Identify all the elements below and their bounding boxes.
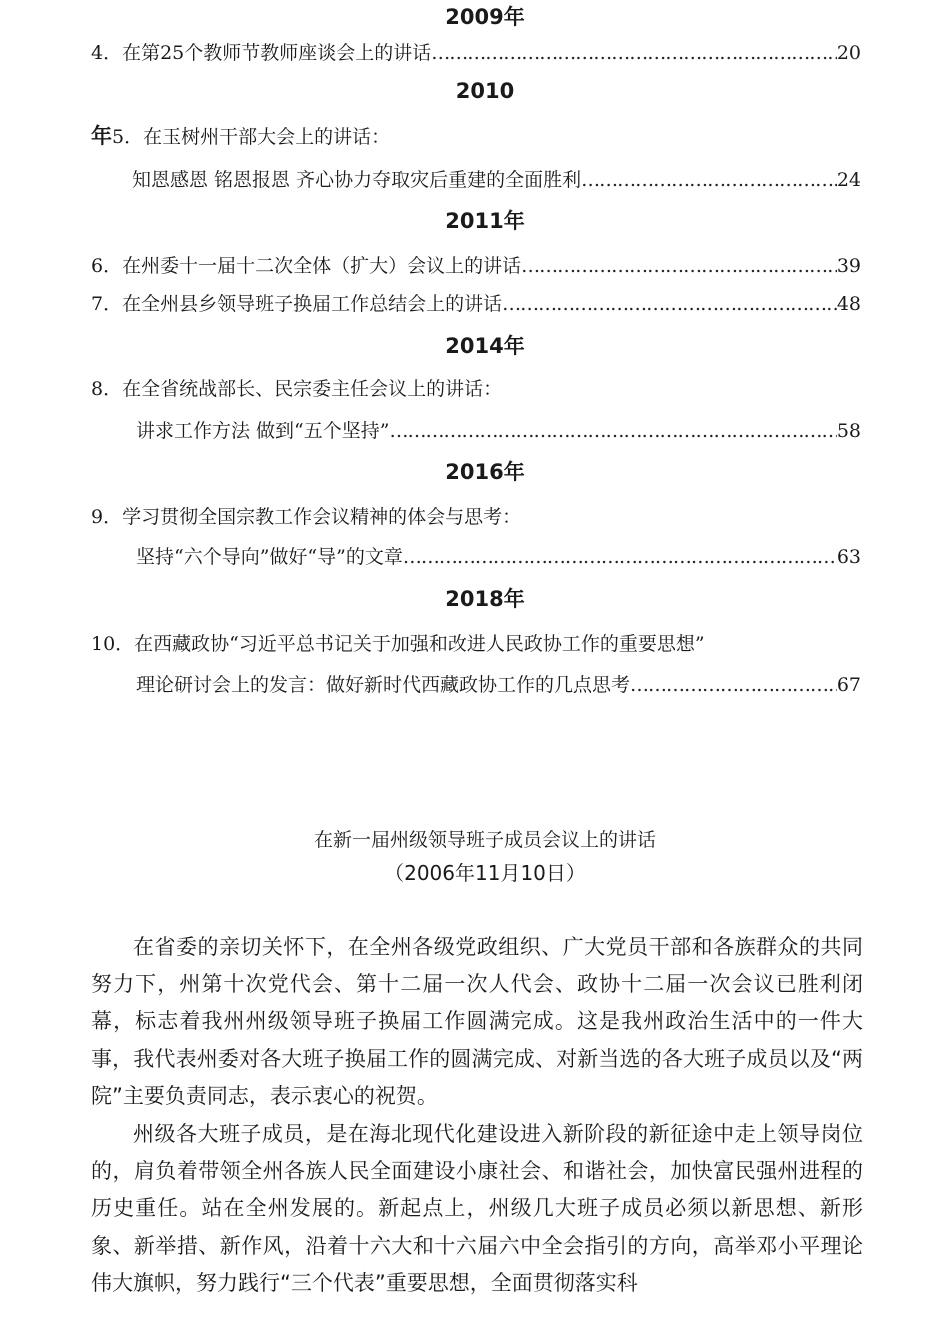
toc-year-fragment: 年 [91,124,112,148]
toc-entry-7 [91,290,861,318]
toc-entry-10 [91,630,861,658]
toc-entry-9 [91,503,861,531]
toc-entry-subtitle: 坚持“六个导向”做好“导”的文章 [136,546,403,568]
toc-entry-title: 6．在州委十一届十二次全体（扩大）会议上的讲话 [91,255,522,277]
toc-entry-9-subtitle [136,543,861,571]
toc-entry-subtitle: 理论研讨会上的发言：做好新时代西藏政协工作的几点思考 [136,674,631,696]
toc-entry-10-subtitle [136,671,861,699]
toc-page-number: 24 [836,169,861,191]
toc-entry-8-subtitle [136,417,861,445]
toc-entry-title: 7．在全州县乡领导班子换届工作总结会上的讲话 [91,293,503,315]
toc-page-number: 39 [836,255,861,277]
toc-entry-6 [91,252,861,280]
body-paragraph: 在省委的亲切关怀下，在全州各级党政组织、广大党员干部和各族群众的共同努力下，州第十次党代会、第十二届一次人代会、政协十二届一次会议已胜利闭幕，标志着我州州级领导班子换届工作圆满完成。这是我州政治生活中的一件大事，我代表州委对各大班子换届工作的圆满完成、对新当选的各大班子成员以及“两院”主要负责同志，表示衷心的祝贺。 [91,935,863,1108]
toc-page-number: 48 [836,293,861,315]
toc-page-number: 67 [836,674,861,696]
toc-entry-subtitle: 知恩感恩 铭恩报恩 齐心协力夺取灾后重建的全面胜利 [132,169,582,191]
toc-year-heading: 2009年 [445,5,525,29]
toc-entry-title: 10．在西藏政协“习近平总书记关于加强和改进人民政协工作的重要思想” [91,633,705,655]
toc-page-number: 63 [836,546,861,568]
toc-page-number: 20 [836,42,861,64]
toc-leader-dots [403,543,837,571]
toc-entry-8 [91,375,861,403]
toc-entry-title: 4．在第25个教师节教师座谈会上的讲话 [91,42,432,64]
toc-entry-title: 8．在全省统战部长、民宗委主任会议上的讲话： [91,378,503,400]
toc-leader-dots [521,252,837,280]
toc-leader-dots [389,417,836,445]
toc-entry-5 [91,122,861,151]
toc-year-heading: 2018年 [445,587,525,611]
toc-entry-title: 5．在玉树州干部大会上的讲话： [112,126,391,148]
toc-entry-5-subtitle [132,166,861,194]
toc-page-number: 58 [836,420,861,442]
toc-year-heading: 2014年 [445,334,525,358]
speech-date: （2006年11月10日） [384,861,586,885]
body-paragraph: 州级各大班子成员，是在海北现代化建设进入新阶段的新征途中走上领导岗位的，肩负着带领全州各族人民全面建设小康社会、和谐社会，加快富民强州进程的历史重任。站在全州发展的。新起点上，州级几大班子成员必须以新思想、新形象、新举措、新作风，沿着十六大和十六届六中全会指引的方向，高举邓小平理论伟大旗帜，努力践行“三个代表”重要思想，全面贯彻落实科 [91,1122,863,1295]
toc-entry-title: 9．学习贯彻全国宗教工作会议精神的体会与思考： [91,506,522,528]
toc-leader-dots [431,39,837,67]
toc-year-heading: 2011年 [445,209,525,233]
speech-title: 在新一届州级领导班子成员会议上的讲话 [313,829,656,851]
toc-entry-subtitle: 讲求工作方法 做到“五个坚持” [136,420,390,442]
toc-entry-4 [91,39,861,67]
toc-leader-dots [630,671,837,699]
toc-leader-dots [581,166,837,194]
toc-leader-dots [502,290,837,318]
toc-year-heading: 2016年 [445,460,525,484]
toc-year-heading: 2010 [455,79,515,103]
